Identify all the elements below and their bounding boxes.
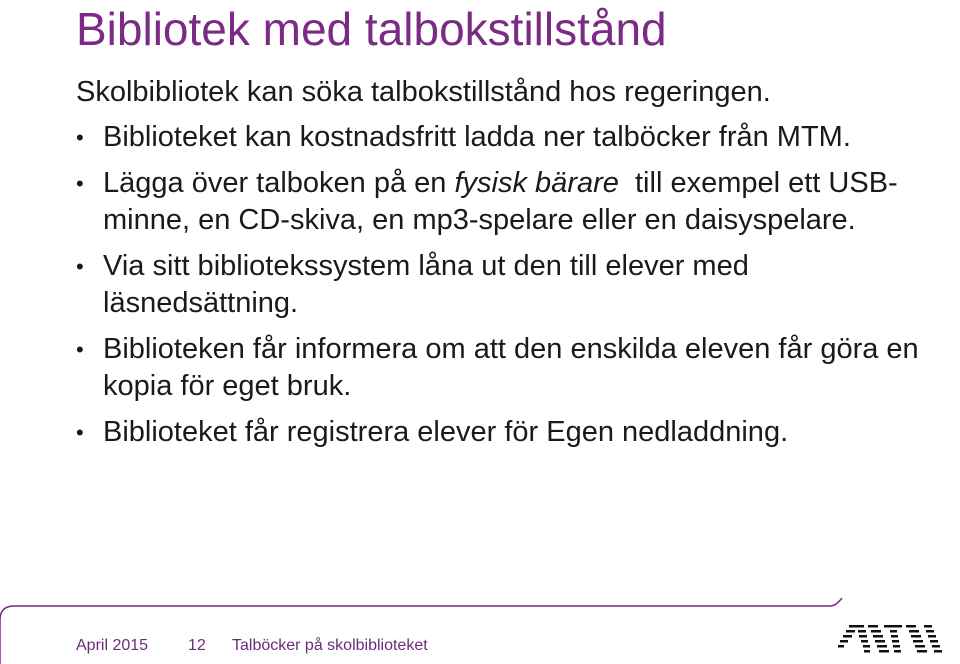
mtm-logo-icon <box>836 621 944 657</box>
slide-body <box>76 74 936 460</box>
footer-date: April 2015 <box>76 637 149 654</box>
bullet-item <box>76 331 936 405</box>
footer-page-number: 12 <box>188 637 206 654</box>
bullet-icon: • <box>76 171 84 196</box>
bullet-item <box>76 414 936 451</box>
bullet-icon: • <box>76 420 84 445</box>
bullet-item <box>76 165 936 239</box>
footer-caption: Talböcker på skolbiblioteket <box>232 637 428 654</box>
bullet-text-post: till exempel ett USB-minne, en CD-skiva, en mp3-spelare eller en daisyspelare. <box>103 167 898 236</box>
bullet-icon: • <box>76 254 84 279</box>
bullet-icon: • <box>76 125 84 150</box>
bullet-text: Via sitt bibliotekssystem låna ut den till elever med läsnedsättning. <box>103 250 749 319</box>
intro-text: Skolbibliotek kan söka talbokstillstånd hos regeringen. <box>76 76 771 108</box>
bullet-text: Biblioteket får registrera elever för Egen nedladdning. <box>103 416 789 448</box>
bullet-text: Biblioteket kan kostnadsfritt ladda ner talböcker från MTM. <box>103 121 851 153</box>
bullet-item <box>76 119 936 156</box>
bullet-text: Biblioteken får informera om att den enskilda eleven får göra en kopia för eget bruk. <box>103 333 919 402</box>
slide-title: Bibliotek med talbokstillstånd <box>76 3 667 55</box>
bullet-list <box>76 119 936 451</box>
bullet-text-pre: Lägga över talboken på en <box>103 167 455 199</box>
bullet-item <box>76 248 936 322</box>
bullet-text-emphasis: fysisk bärare <box>454 167 619 199</box>
slide-footer <box>76 637 428 655</box>
bullet-icon: • <box>76 337 84 362</box>
